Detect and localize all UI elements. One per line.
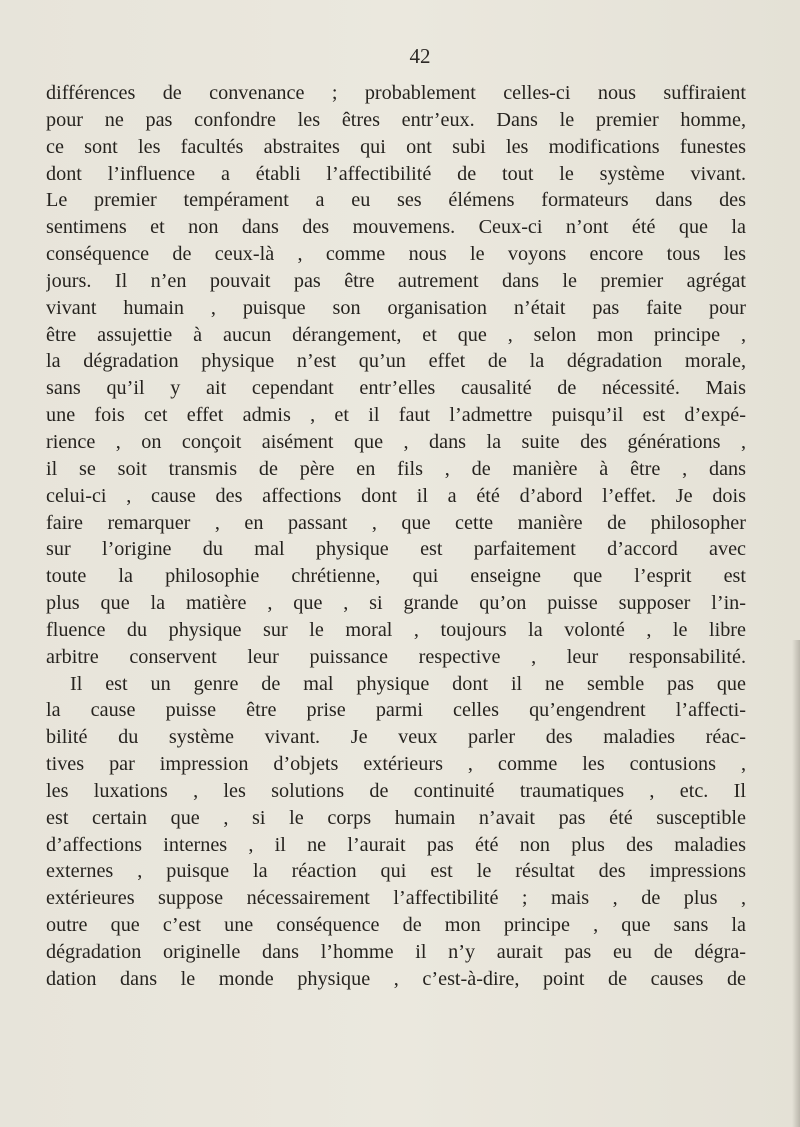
text-line: externes , puisque la réaction qui est le résultat des impressions [46, 860, 746, 883]
text-line: est certain que , si le corps humain n’avait pas été susceptible [46, 806, 746, 829]
text-line: extérieures suppose nécessairement l’affectibilité ; mais , de plus , [46, 887, 746, 910]
text-line: rience , on conçoit aisément que , dans la suite des générations , [46, 430, 746, 453]
text-line: il se soit transmis de père en fils , de manière à être , dans [46, 457, 746, 480]
text-line: conséquence de ceux-là , comme nous le voyons encore tous les [46, 243, 746, 266]
text-line: vivant humain , puisque son organisation n’était pas faite pour [46, 296, 746, 319]
text-line: sans qu’il y ait cependant entr’elles causalité de nécessité. Mais [46, 377, 746, 400]
text-line: les luxations , les solutions de continuité traumatiques , etc. Il [46, 779, 746, 802]
text-line: fluence du physique sur le moral , toujours la volonté , le libre [46, 618, 746, 641]
text-line: ce sont les facultés abstraites qui ont subi les modifications funestes [46, 135, 746, 158]
text-line: toute la philosophie chrétienne, qui enseigne que l’esprit est [46, 565, 746, 588]
text-line: dont l’influence a établi l’affectibilité de tout le système vivant. [46, 162, 746, 185]
text-line: différences de convenance ; probablement celles-ci nous suffiraient [46, 82, 746, 104]
page-edge-shadow [792, 640, 800, 1127]
text-line: jours. Il n’en pouvait pas être autrement dans le premier agrégat [46, 269, 746, 292]
text-line: être assujettie à aucun dérangement, et que , selon mon principe , [46, 323, 746, 346]
text-line: Le premier tempérament a eu ses élémens formateurs dans des [46, 189, 746, 212]
page-number: 42 [409, 44, 431, 68]
text-line: une fois cet effet admis , et il faut l’admettre puisqu’il est d’expé- [46, 404, 746, 427]
text-line: faire remarquer , en passant , que cette manière de philosopher [46, 511, 746, 534]
text-line: bilité du système vivant. Je veux parler des maladies réac- [46, 726, 746, 749]
text-line: la cause puisse être prise parmi celles qu’engendrent l’affecti- [46, 699, 746, 722]
text-line: dation dans le monde physique , c’est-à-dire, point de causes de [46, 967, 746, 990]
text-line: sur l’origine du mal physique est parfaitement d’accord avec [46, 538, 746, 561]
text-line: arbitre conservent leur puissance respective , leur responsabilité. [46, 645, 746, 668]
text-line: d’affections internes , il ne l’aurait pas été non plus des maladies [46, 833, 746, 856]
text-line: outre que c’est une conséquence de mon principe , que sans la [46, 914, 746, 937]
body-text [46, 80, 746, 993]
text-line: sentimens et non dans des mouvemens. Ceux-ci n’ont été que la [46, 216, 746, 239]
paragraph-start-line: Il est un genre de mal physique dont il ne semble pas que [70, 672, 746, 695]
text-line: celui-ci , cause des affections dont il a été d’abord l’effet. Je dois [46, 484, 746, 507]
text-line: plus que la matière , que , si grande qu’on puisse supposer l’in- [46, 592, 746, 615]
text-line: dégradation originelle dans l’homme il n’y aurait pas eu de dégra- [46, 941, 746, 963]
text-line: tives par impression d’objets extérieurs , comme les contusions , [46, 753, 746, 776]
text-line: la dégradation physique n’est qu’un effet de la dégradation morale, [46, 350, 746, 373]
text-line: pour ne pas confondre les êtres entr’eux. Dans le premier homme, [46, 108, 746, 131]
